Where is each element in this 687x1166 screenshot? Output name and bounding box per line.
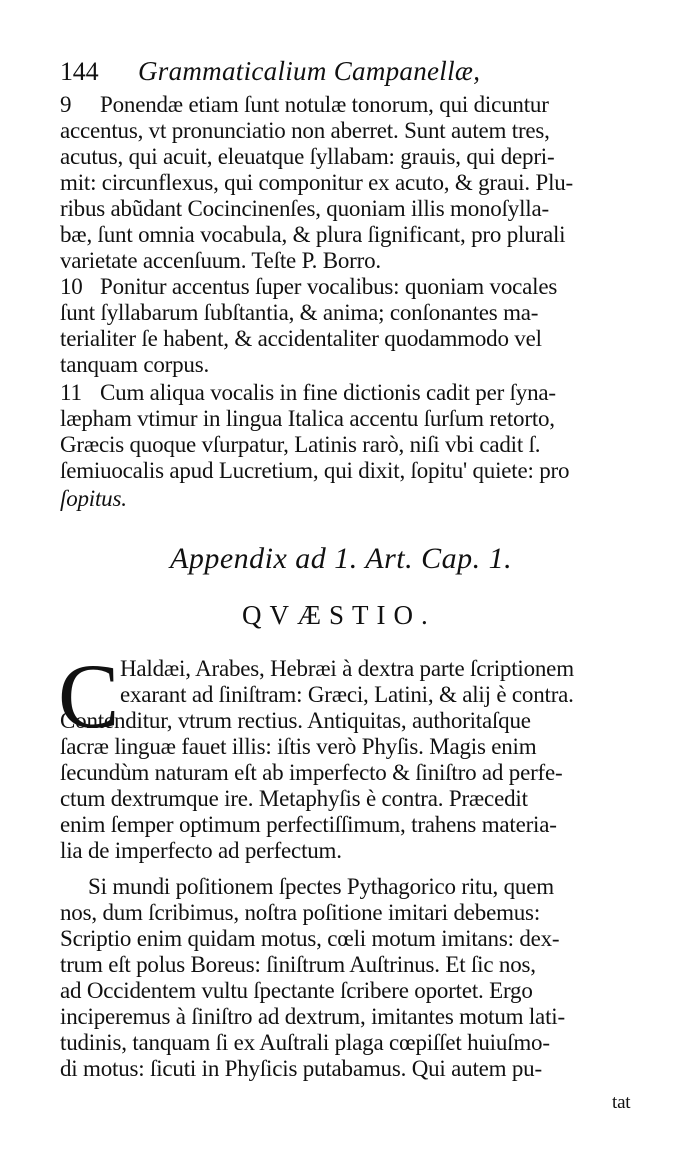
- drop-cap: C: [58, 645, 120, 747]
- note-line: Græcis quoque vſurpatur, Latinis rarò, niſi vbi cadit ſ.: [60, 432, 541, 457]
- note-line: 10 Ponitur accentus ſuper vocalibus: quoniam vocales: [60, 274, 558, 299]
- paragraph-line: nos, dum ſcribimus, noſtra poſitione imitari debemus:: [60, 900, 541, 925]
- catchword: tat: [612, 1092, 631, 1113]
- paragraph-line: trum eſt polus Boreus: ſiniſtrum Auſtrinus. Et ſic nos,: [60, 952, 536, 977]
- paragraph-line: Scriptio enim quidam motus, cœli motum imitans: dex-: [60, 926, 560, 951]
- paragraph-line: tudinis, tanquam ſi ex Auſtrali plaga cœpiſſet huiuſmo-: [60, 1030, 550, 1055]
- note-line: 9 Ponendæ etiam ſunt notulæ tonorum, qui dicuntur: [60, 92, 549, 117]
- note-line: varietate accenſuum. Teſte P. Borro.: [60, 248, 381, 273]
- note-number: 10: [60, 274, 83, 299]
- note-line: ſunt ſyllabarum ſubſtantia, & anima; conſonantes ma-: [60, 300, 539, 325]
- paragraph-line: enim ſemper optimum perfectiſſimum, trahens materia-: [60, 812, 557, 837]
- paragraph-line: ſacræ linguæ fauet illis: iſtis verò Phyſis. Magis enim: [60, 734, 537, 759]
- running-title: Grammaticalium Campanellæ,: [137, 56, 481, 86]
- note-line: bæ, ſunt omnia vocabula, & plura ſignificant, pro plurali: [60, 222, 566, 247]
- note-number: 11: [60, 380, 82, 405]
- paragraph-line: inciperemus à ſiniſtro ad dextrum, imitantes motum lati-: [60, 1004, 565, 1029]
- paragraph-line: lia de imperfecto ad perfectum.: [60, 838, 342, 863]
- questio-heading: QVÆSTIO.: [242, 600, 436, 630]
- paragraph-line: Si mundi poſitionem ſpectes Pythagorico ritu, quem: [88, 874, 554, 899]
- note-number: 9: [60, 92, 72, 117]
- note-line: terialiter ſe habent, & accidentaliter quodammodo vel: [60, 326, 542, 351]
- appendix-heading: Appendix ad 1. Art. Cap. 1.: [170, 542, 513, 575]
- note-line: ribus abũdant Cocincinenſes, quoniam illis monoſylla-: [60, 196, 549, 221]
- paragraph-line: ſecundùm naturam eſt ab imperfecto & ſiniſtro ad perfe-: [60, 760, 563, 785]
- paragraph-line: Contenditur, vtrum rectius. Antiquitas, authoritaſque: [60, 708, 531, 733]
- note-line: tanquam corpus.: [60, 352, 210, 377]
- note-line: 11 Cum aliqua vocalis in fine dictionis cadit per ſyna-: [60, 380, 556, 405]
- note-line: ſemiuocalis apud Lucretium, qui dixit, ſopitu' quiete: pro: [60, 458, 570, 483]
- paragraph-line: exarant ad ſiniſtram: Græci, Latini, & alij è contra.: [120, 682, 574, 707]
- page-number: 144: [60, 57, 99, 86]
- note-line: mit: circunflexus, qui componitur ex acuto, & graui. Plu-: [60, 170, 574, 195]
- paragraph-line: ctum dextrumque ire. Metaphyſis è contra. Præcedit: [60, 786, 528, 811]
- note-line: læpham vtimur in lingua Italica accentu ſurſum retorto,: [60, 406, 555, 431]
- note-line: ſopitus.: [60, 486, 127, 511]
- note-line: acutus, qui acuit, eleuatque ſyllabam: grauis, qui depri-: [60, 144, 555, 169]
- paragraph-line: di motus: ſicuti in Phyſicis putabamus. Qui autem pu-: [60, 1056, 542, 1081]
- page-header: [60, 58, 480, 86]
- note-line: accentus, vt pronunciatio non aberret. Sunt autem tres,: [60, 118, 550, 143]
- paragraph-line: Haldæi, Arabes, Hebræi à dextra parte ſcriptionem: [120, 656, 574, 681]
- paragraph-line: ad Occidentem vultu ſpectante ſcribere oportet. Ergo: [60, 978, 533, 1003]
